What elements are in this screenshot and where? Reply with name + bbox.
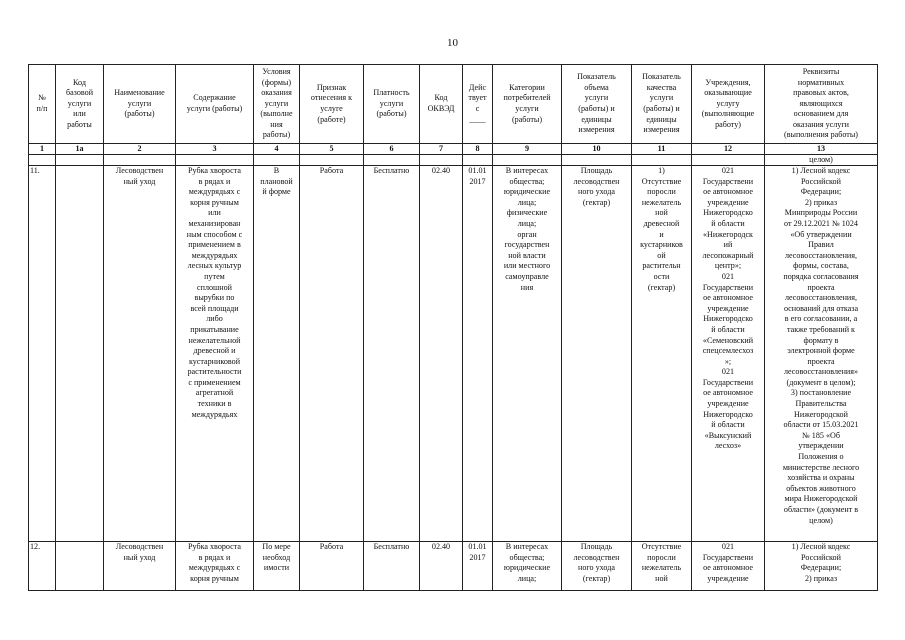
column-number: 6 <box>364 144 420 155</box>
header-cell-volume: Показатель объема услуги (работы) и единицы измерения <box>562 65 632 144</box>
continuation-row <box>29 155 878 166</box>
column-number: 12 <box>692 144 765 155</box>
header-cell-consumers: Категории потребителей услуги (работы) <box>493 65 562 144</box>
service-code <box>56 166 104 542</box>
header-cell-name: Наименование услуги (работы) <box>104 65 176 144</box>
service-quality: 1) Отсутствие поросли нежелатель ной древесной и кустарников ой растительн ости (гектар) <box>632 166 692 542</box>
table-row <box>29 166 878 542</box>
header-cell-acts: Реквизиты нормативных правовых актов, являющихся основанием для оказания услуги (выполнения работы) <box>765 65 878 144</box>
column-number: 1а <box>56 144 104 155</box>
header-cell-payment: Платность услуги (работы) <box>364 65 420 144</box>
service-attribute: Работа <box>300 166 364 542</box>
service-content: Рубка хвороста в рядах и междурядьях с корня ручным или механизирован ным способом с применением в междурядьях лесных культур путем сплошной вырубки по всей площади либо прикатывание нежелательной древесной и кустарниковой растительности с применением агрегатной техники в междурядьях <box>176 166 254 542</box>
header-cell-quality: Показатель качества услуги (работы) и единицы измерения <box>632 65 692 144</box>
column-number: 11 <box>632 144 692 155</box>
column-number: 9 <box>493 144 562 155</box>
service-name: Лесоводствен ный уход <box>104 542 176 591</box>
service-date: 01.01 2017 <box>463 542 493 591</box>
header-cell-code: Код базовой услуги или работы <box>56 65 104 144</box>
page-number: 10 <box>447 37 458 49</box>
service-content: Рубка хвороста в рядах и междурядьях с корня ручным <box>176 542 254 591</box>
column-number: 7 <box>420 144 463 155</box>
service-payment: Бесплатно <box>364 166 420 542</box>
service-form: По мере необход имости <box>254 542 300 591</box>
column-number: 13 <box>765 144 878 155</box>
service-okved: 02.40 <box>420 166 463 542</box>
service-payment: Бесплатно <box>364 542 420 591</box>
continuation-text: целом) <box>765 155 878 166</box>
service-acts: 1) Лесной кодекс Российской Федерации; 2) приказ Минприроды России от 29.12.2021 № 1024 «Об утверждении Правил лесовосстановления, формы, состава, порядка согласования проекта лесовосстановления, оснований для отказа в его согласовании, а также требований к формату в электронной форме проекта лесовосстановления» (документ в целом); 3) постановление Правительства Нижегородской области от 15.03.2021 № 185 «Об утверждении Положения о министерстве лесного хозяйства и охраны объектов животного мира Нижегородской области» (документ в целом) <box>765 166 878 542</box>
service-name: Лесоводствен ный уход <box>104 166 176 542</box>
row-number: 12. <box>29 542 56 591</box>
service-volume: Площадь лесоводствен ного ухода (гектар) <box>562 166 632 542</box>
service-consumers: В интересах общества; юридические лица; физические лица; орган государствен ной власти или местного самоуправле ния <box>493 166 562 542</box>
table-row <box>29 542 878 591</box>
column-number-row <box>29 144 878 155</box>
column-number: 4 <box>254 144 300 155</box>
service-form: В плановой й форме <box>254 166 300 542</box>
column-number: 1 <box>29 144 56 155</box>
header-cell-form: Условия (формы) оказания услуги (выполне ния работы) <box>254 65 300 144</box>
column-number: 8 <box>463 144 493 155</box>
header-cell-attribute: Признак отнесения к услуге (работе) <box>300 65 364 144</box>
service-volume: Площадь лесоводствен ного ухода (гектар) <box>562 542 632 591</box>
column-number: 3 <box>176 144 254 155</box>
header-cell-okved: Код ОКВЭД <box>420 65 463 144</box>
service-acts: 1) Лесной кодекс Российской Федерации; 2) приказ <box>765 542 878 591</box>
service-attribute: Работа <box>300 542 364 591</box>
services-table <box>28 64 878 591</box>
header-cell-content: Содержание услуги (работы) <box>176 65 254 144</box>
service-consumers: В интересах общества; юридические лица; <box>493 542 562 591</box>
service-institutions: 021 Государствени ое автономное учреждение <box>692 542 765 591</box>
service-okved: 02.40 <box>420 542 463 591</box>
column-number: 10 <box>562 144 632 155</box>
header-row <box>29 65 878 144</box>
service-code <box>56 542 104 591</box>
header-cell-date: Дейс твует с ____ <box>463 65 493 144</box>
column-number: 5 <box>300 144 364 155</box>
header-cell-num: № п/п <box>29 65 56 144</box>
service-date: 01.01 2017 <box>463 166 493 542</box>
service-institutions: 021 Государствени ое автономное учреждение Нижегородско й области «Нижегородск ий лесопожарный центр»; 021 Государствени ое автономное учреждение Нижегородско й области «Семеновский спецсемлесхоз »; 021 Государствени ое автономное учреждение Нижегородско й области «Выксунский лесхоз» <box>692 166 765 542</box>
column-number: 2 <box>104 144 176 155</box>
row-number: 11. <box>29 166 56 542</box>
service-quality: Отсутствие поросли нежелатель ной <box>632 542 692 591</box>
header-cell-institutions: Учреждения, оказывающие услугу (выполняющие работу) <box>692 65 765 144</box>
